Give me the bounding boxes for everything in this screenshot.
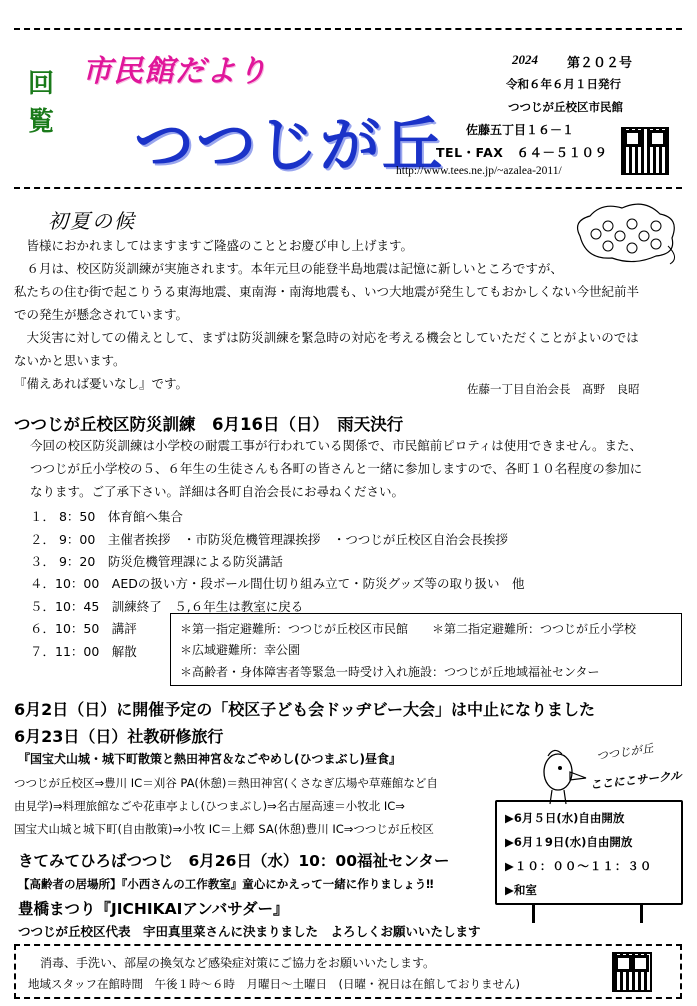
schedule-item: ６．10：50 講評 xyxy=(30,621,137,636)
trip-route-line: 国宝犬山城と城下町(自由散策)⇒小牧 IC＝上郷 SA(休憩)豊川 IC⇒つつじが丘校区 xyxy=(14,822,434,836)
season-greeting-title: 初夏の候 xyxy=(48,209,136,233)
drill-intro-line: つつじが丘小学校の５、６年生の生徒さんも各町の皆さんと一緒に参加しますので、各町１０名程度の参加に xyxy=(30,461,643,476)
greeting-line: ないかと思います。 xyxy=(14,353,126,368)
circle-item: ▶6月５日(水)自由開放 xyxy=(505,811,625,825)
circle-item: ▶和室 xyxy=(505,883,537,897)
circle-info-board xyxy=(495,800,683,905)
publisher: つつじが丘校区市民館 xyxy=(508,100,623,114)
trip-route xyxy=(14,772,438,841)
trip-subtitle: 『国宝犬山城・城下町散策と熱田神宮＆なごやめし(ひつまぶし)昼食』 xyxy=(18,752,401,766)
dodgeball-cancel-notice: 6月2日（日）に開催予定の「校区子ども会ドッヂビー大会」は中止になりました xyxy=(14,700,595,719)
shelter-box xyxy=(170,613,682,686)
trip-heading: 6月23日（日）社教研修旅行 xyxy=(14,727,224,746)
address: 佐藤五丁目１６－１ xyxy=(466,123,575,137)
greeting-line: 大災害に対しての備えとして、まずは防災訓練を緊急時の対応を考える機会としていただくことがよいのでは xyxy=(14,330,639,345)
greeting-line: 『備えあれば憂いなし』です。 xyxy=(14,376,189,391)
kitemite-text: 【高齢者の居場所】『小西さんの工作教室』童心にかえって一緒に作りましょう‼ xyxy=(18,877,434,891)
footer-line: 消毒、手洗い、部屋の換気など感染症対策にご協力をお願いいたします。 xyxy=(40,956,436,970)
shelter-line: ＊高齢者・身体障害者等緊急一時受け入れ施設：つつじが丘地域福祉センター xyxy=(180,665,600,679)
greeting-signature: 佐藤一丁目自治会長 髙野 良昭 xyxy=(467,382,640,396)
kitemite-heading: きてみてひろばつつじ 6月26日（水）10：00福祉センター xyxy=(18,852,450,870)
sign-post-left xyxy=(532,905,535,923)
schedule-item: １． 8：50 体育館へ集合 xyxy=(30,509,183,524)
schedule-item: ３． 9：20 防災危機管理課による防災講話 xyxy=(30,554,283,569)
greeting-line: での発生が懸念されています。 xyxy=(14,307,189,322)
newsletter-title: つつじが丘 xyxy=(134,111,444,181)
schedule-item: ７．11：00 解散 xyxy=(30,644,137,659)
greeting-line: ６月は、校区防災訓練が実施されます。本年元旦の能登半島地震は記憶に新しいところですが、 xyxy=(14,261,563,276)
circle-item: ▶１０：００～１１：３０ xyxy=(505,859,653,873)
trip-route-line: 由見学)⇒料理旅館なごや花車亭よし(ひつまぶし)⇒名古屋高速＝小牧北 IC⇒ xyxy=(14,799,405,813)
sign-post-right xyxy=(640,905,643,923)
newsletter-name: 市民館だより xyxy=(82,54,268,89)
schedule-item: ４．10：00 AEDの扱い方・段ボール間仕切り組み立て・防災グッズ等の取り扱い 他 xyxy=(30,576,525,591)
issue-year: 2024 xyxy=(512,52,538,67)
schedule-item: ５．10：45 訓練終了 ５,６年生は教室に戻る xyxy=(30,599,304,614)
footer-line: 地域スタッフ在館時間 午後１時～６時 月曜日～土曜日 (日曜・祝日は在館しておりません) xyxy=(28,977,520,991)
header-top-dash xyxy=(14,28,682,30)
circulation-stamp-1: 回 xyxy=(22,66,60,102)
header-bottom-dash xyxy=(14,187,682,189)
greeting-line: 私たちの住む街で起こりうる東海地震、東南海・南海地震も、いつ大地震が発生してもおかしくない今世紀前半 xyxy=(14,284,640,299)
schedule-item: ２． 9：00 主催者挨拶 ・市防災危機管理課挨拶 ・つつじが丘校区自治会長挨拶 xyxy=(30,532,508,547)
drill-intro xyxy=(30,434,642,503)
drill-heading: つつじが丘校区防災訓練 6月16日（日） 雨天決行 xyxy=(14,415,404,434)
drill-intro-line: 今回の校区防災訓練は小学校の耐震工事が行われている関係で、市民館前ピロティは使用できません。また、 xyxy=(30,438,643,453)
circle-banner-bottom: ここにこサークル xyxy=(589,768,683,792)
qr-code-icon xyxy=(621,127,669,175)
greeting-line: 皆様におかれましてはますますご隆盛のこととお慶び申し上げます。 xyxy=(14,238,414,253)
tel-fax: TEL・FAX ６４－５１０９ xyxy=(436,145,608,160)
publish-date: 令和６年６月１日発行 xyxy=(506,77,621,91)
toyohashi-heading: 豊橋まつり『JICHIKAIアンバサダー』 xyxy=(18,900,289,918)
circle-item: ▶6月１9日(水)自由開放 xyxy=(505,835,633,849)
greeting-body xyxy=(14,234,682,395)
shelter-line: ＊広域避難所：幸公園 xyxy=(180,643,301,657)
qr-code-icon xyxy=(612,952,652,992)
trip-route-line: つつじが丘校区⇒豊川 IC＝刈谷 PA(休憩)＝熱田神宮(くさなぎ広場や草薙館など自 xyxy=(14,776,438,790)
drill-intro-line: なります。ご了承下さい。詳細は各町自治会長にお尋ねください。 xyxy=(30,484,405,499)
shelter-line: ＊第一指定避難所：つつじが丘校区市民館 ＊第二指定避難所：つつじが丘小学校 xyxy=(180,622,637,636)
circulation-stamp-2: 覧 xyxy=(22,104,60,140)
footer-box xyxy=(14,944,682,999)
toyohashi-text: つつじが丘校区代表 宇田真里菜さんに決まりました よろしくお願いいたします xyxy=(18,924,481,939)
circle-banner-top: つつじが丘 xyxy=(595,741,655,763)
website-url[interactable]: http://www.tees.ne.jp/~azalea-2011/ xyxy=(396,165,562,177)
issue-number: 第２０２号 xyxy=(567,56,633,71)
